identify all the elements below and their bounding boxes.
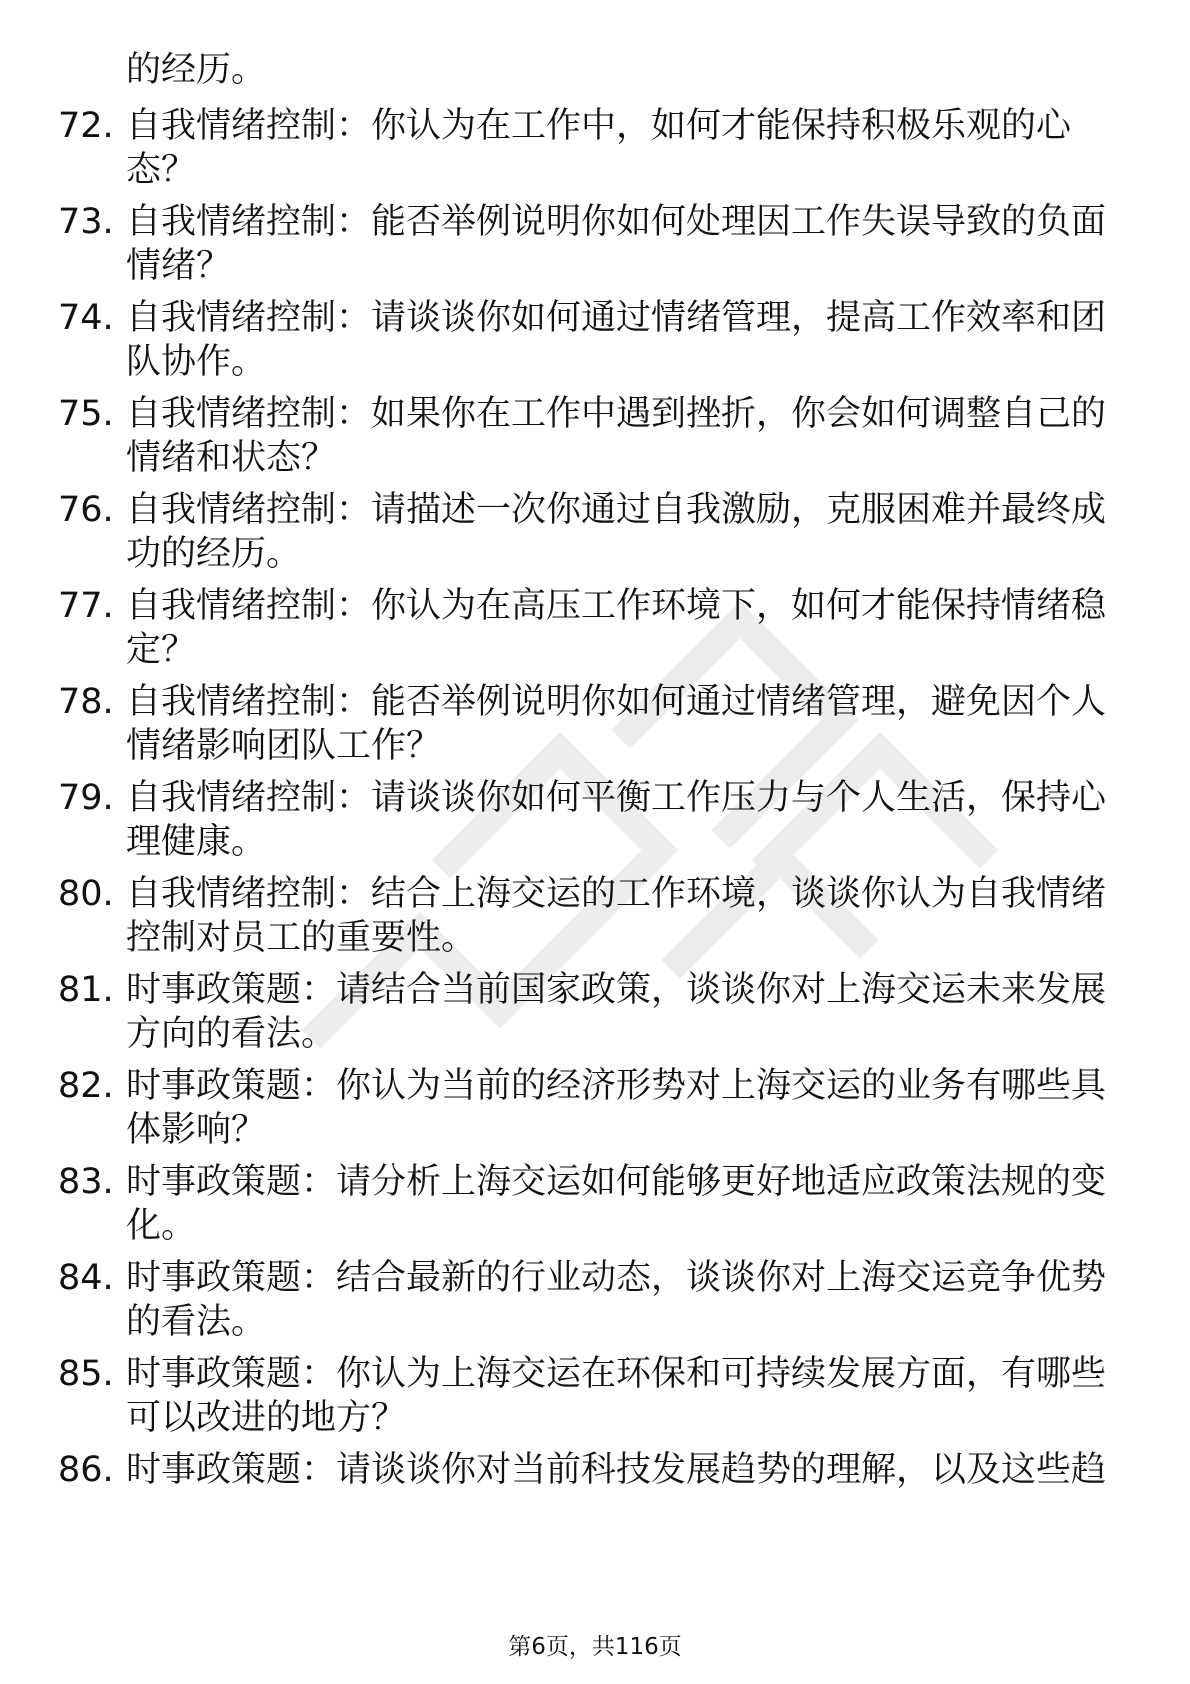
item-number: 72.: [58, 106, 114, 146]
page-footer: 第6页，共116页: [508, 1634, 682, 1660]
list-item: [58, 1064, 1118, 1152]
item-number: 81.: [58, 970, 114, 1010]
list-item: [58, 1448, 1118, 1492]
list-item: [58, 776, 1118, 864]
list-item: [58, 872, 1118, 960]
item-number: 83.: [58, 1162, 114, 1202]
item-text: 时事政策题：请分析上海交运如何能够更好地适应政策法规的变化。: [126, 1162, 1107, 1246]
item-number: 76.: [58, 490, 114, 530]
item-number: 84.: [58, 1258, 114, 1298]
item-text: 自我情绪控制：你认为在工作中，如何才能保持积极乐观的心态？: [126, 106, 1072, 190]
item-text: 自我情绪控制：能否举例说明你如何处理因工作失误导致的负面情绪？: [126, 202, 1107, 286]
item-text: 时事政策题：请谈谈你对当前科技发展趋势的理解，以及这些趋: [126, 1450, 1107, 1490]
item-text: 时事政策题：你认为上海交运在环保和可持续发展方面，有哪些可以改进的地方？: [126, 1354, 1107, 1438]
item-number: 82.: [58, 1066, 114, 1106]
list-item: [58, 1160, 1118, 1248]
item-number: 73.: [58, 202, 114, 242]
list-item: [58, 1352, 1118, 1440]
list-item: [58, 1256, 1118, 1344]
item-text: 自我情绪控制：结合上海交运的工作环境，谈谈你认为自我情绪控制对员工的重要性。: [126, 874, 1107, 958]
item-text: 时事政策题：结合最新的行业动态，谈谈你对上海交运竞争优势的看法。: [126, 1258, 1107, 1342]
item-text: 时事政策题：你认为当前的经济形势对上海交运的业务有哪些具体影响？: [126, 1066, 1107, 1150]
item-text: 自我情绪控制：请描述一次你通过自我激励，克服困难并最终成功的经历。: [126, 490, 1107, 574]
item-number: 74.: [58, 298, 114, 338]
continuation-text: 的经历。: [126, 50, 267, 90]
item-number: 85.: [58, 1354, 114, 1394]
list-item: [58, 296, 1118, 384]
item-number: 75.: [58, 394, 114, 434]
list-item: [58, 488, 1118, 576]
item-text: 自我情绪控制：如果你在工作中遇到挫折，你会如何调整自己的情绪和状态？: [126, 394, 1107, 478]
list-item: [58, 584, 1118, 672]
item-number: 80.: [58, 874, 114, 914]
item-text: 时事政策题：请结合当前国家政策，谈谈你对上海交运未来发展方向的看法。: [126, 970, 1107, 1054]
item-number: 78.: [58, 682, 114, 722]
list-item: [58, 968, 1118, 1056]
list-item: [58, 104, 1118, 192]
item-number: 79.: [58, 778, 114, 818]
item-text: 自我情绪控制：请谈谈你如何通过情绪管理，提高工作效率和团队协作。: [126, 298, 1107, 382]
item-text: 自我情绪控制：请谈谈你如何平衡工作压力与个人生活，保持心理健康。: [126, 778, 1107, 862]
item-text: 自我情绪控制：你认为在高压工作环境下，如何才能保持情绪稳定？: [126, 586, 1107, 670]
list-item: [58, 680, 1118, 768]
list-item: [58, 392, 1118, 480]
item-text: 自我情绪控制：能否举例说明你如何通过情绪管理，避免因个人情绪影响团队工作？: [126, 682, 1107, 766]
item-number: 77.: [58, 586, 114, 626]
list-item: [58, 200, 1118, 288]
item-number: 86.: [58, 1450, 114, 1490]
